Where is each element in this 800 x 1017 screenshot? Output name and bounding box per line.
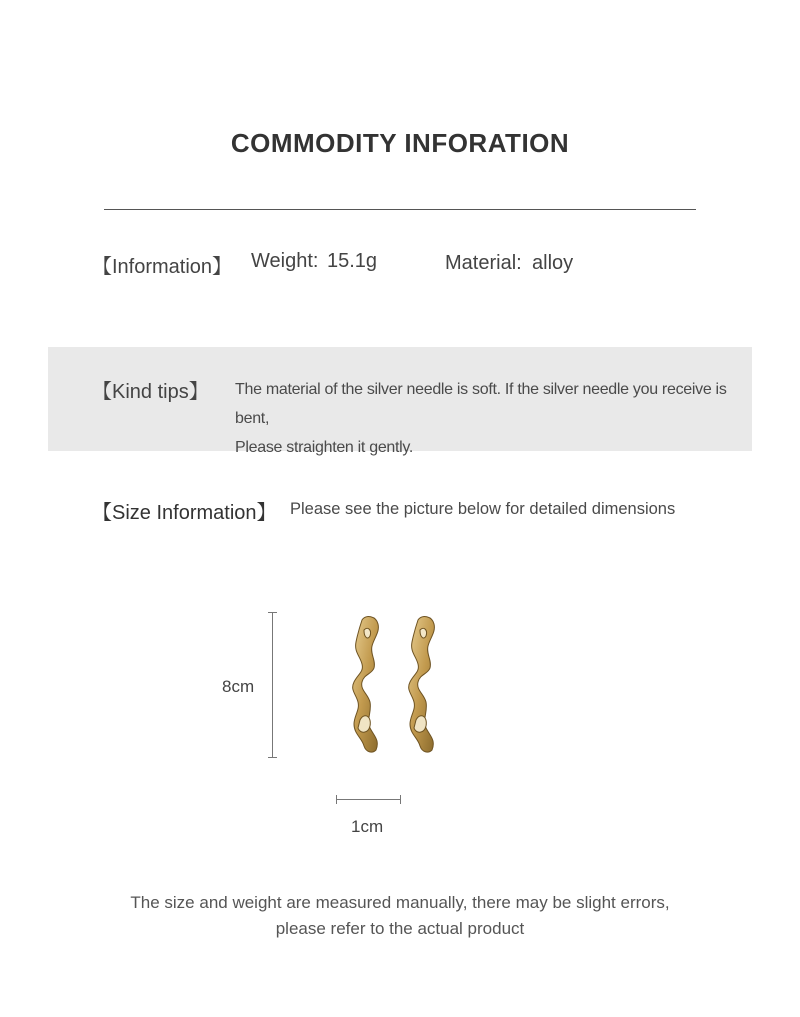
disclaimer-line-2: please refer to the actual product <box>275 919 525 938</box>
kind-tips-line-2: Please straighten it gently. <box>235 439 414 456</box>
kind-tips-label: 【Kind tips】 <box>92 381 209 403</box>
material-value: alloy <box>532 252 574 274</box>
kind-tips-text <box>235 375 735 462</box>
left-earring <box>353 617 379 753</box>
height-dimension-cap-top <box>268 612 277 613</box>
title-divider <box>104 209 696 210</box>
disclaimer-line-1: The size and weight are measured manually, there may be slight errors, <box>130 893 670 912</box>
material-label: Material: <box>445 252 522 274</box>
kind-tips-box <box>48 347 752 456</box>
size-information-description: Please see the picture below for detailed dimensions <box>290 500 676 518</box>
height-dimension-line <box>272 612 273 758</box>
kind-tips-line-1: The material of the silver needle is soft. If the silver needle you receive is bent, <box>235 381 727 427</box>
information-label: 【Information】 <box>92 256 233 278</box>
height-dimension-label: 8cm <box>222 677 255 696</box>
size-information-label: 【Size Information】 <box>92 502 277 524</box>
height-dimension-cap-bottom <box>268 757 277 758</box>
earrings-product-image <box>340 612 460 757</box>
width-dimension-cap-right <box>400 795 401 804</box>
weight-label: Weight: <box>251 250 319 272</box>
right-earring <box>409 617 435 753</box>
page-title: COMMODITY INFORATION <box>230 128 570 158</box>
weight-value: 15.1g <box>327 250 378 272</box>
width-dimension-label: 1cm <box>351 817 384 836</box>
measurement-disclaimer <box>0 890 800 942</box>
width-dimension-cap-left <box>336 795 337 804</box>
width-dimension-line <box>336 799 400 800</box>
